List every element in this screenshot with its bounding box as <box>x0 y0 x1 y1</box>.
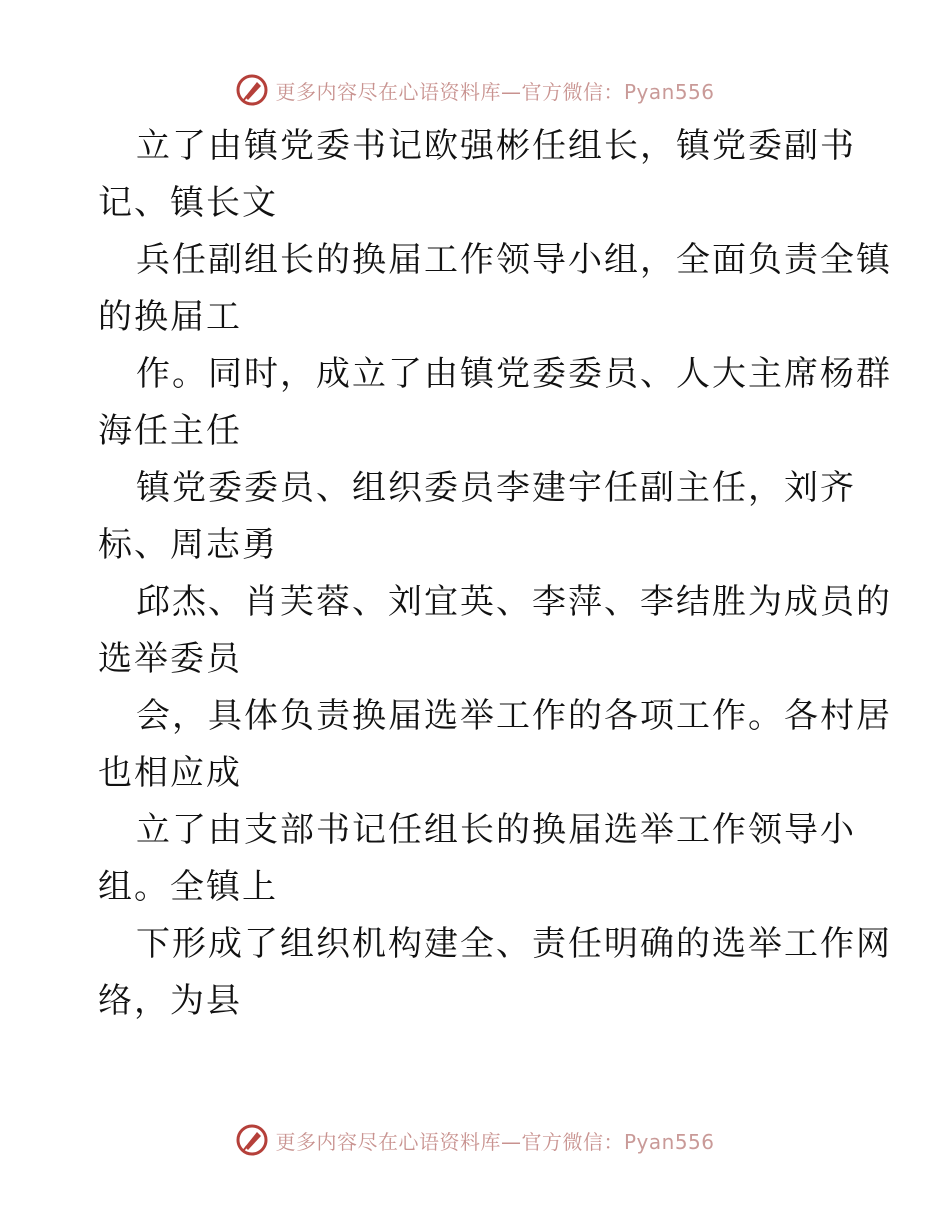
pen-nib-icon <box>235 73 269 107</box>
text-line: 作。同时，成立了由镇党委委员、人大主席杨群 <box>136 354 892 394</box>
text-line: 记、镇长文 <box>98 183 278 223</box>
watermark-wechat-id: Pyan556 <box>623 79 715 104</box>
watermark-wechat-id: Pyan556 <box>623 1129 715 1154</box>
watermark-site-text: 更多内容尽在心语资料库—官方微信： <box>275 1129 624 1154</box>
text-line: 的换届工 <box>98 297 242 337</box>
text-line: 海任主任 <box>98 411 242 451</box>
text-line: 络，为县 <box>98 981 242 1021</box>
text-line: 选举委员 <box>98 639 242 679</box>
text-line: 邱杰、肖芙蓉、刘宜英、李萍、李结胜为成员的 <box>136 582 892 622</box>
header-watermark <box>0 70 950 110</box>
footer-watermark <box>0 1120 950 1160</box>
text-line: 立了由支部书记任组长的换届选举工作领导小 <box>136 810 856 850</box>
text-line: 立了由镇党委书记欧强彬任组长，镇党委副书 <box>136 126 856 166</box>
text-line: 镇党委委员、组织委员李建宇任副主任，刘齐 <box>136 468 856 508</box>
text-line: 标、周志勇 <box>98 525 278 565</box>
text-line: 兵任副组长的换届工作领导小组，全面负责全镇 <box>136 240 892 280</box>
text-line: 会，具体负责换届选举工作的各项工作。各村居 <box>136 696 892 736</box>
body-text <box>98 118 892 1030</box>
text-line: 组。全镇上 <box>98 867 278 907</box>
pen-nib-icon <box>235 1123 269 1157</box>
text-line: 下形成了组织机构建全、责任明确的选举工作网 <box>136 924 892 964</box>
text-line: 也相应成 <box>98 753 242 793</box>
watermark-site-text: 更多内容尽在心语资料库—官方微信： <box>275 79 624 104</box>
